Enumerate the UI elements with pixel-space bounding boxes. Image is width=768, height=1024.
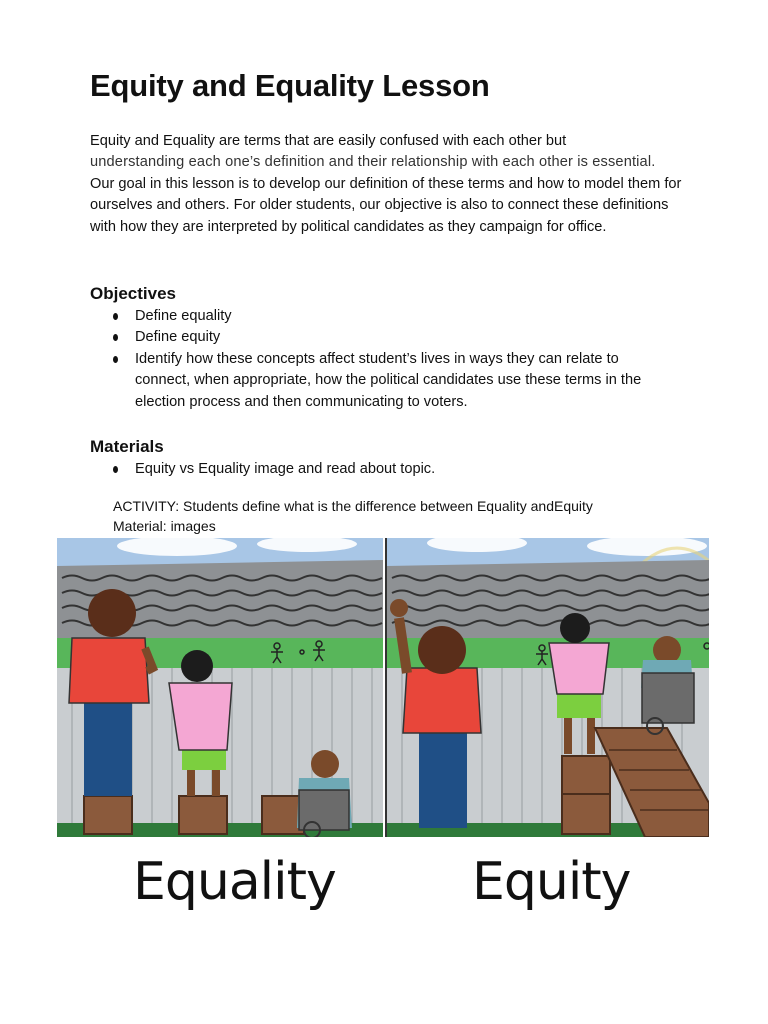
objectives-heading: Objectives: [90, 284, 176, 303]
intro-paragraph: [90, 131, 690, 238]
equality-equity-illustration: [57, 538, 709, 837]
intro-line-1: Equity and Equality are terms that are easily confused with each other but: [90, 133, 567, 149]
equity-panel: [387, 538, 709, 837]
intro-line-2: understanding each one’s definition and their relationship with each other is essential.: [90, 154, 656, 171]
materials-heading: Materials: [90, 437, 164, 456]
activity-line: ACTIVITY: Students define what is the difference between Equality andEquity: [113, 498, 593, 514]
list-item: Define equity: [112, 327, 672, 348]
page-title: Equity and Equality Lesson: [90, 68, 490, 103]
equality-panel: [57, 538, 383, 837]
equality-caption: Equality: [133, 852, 336, 912]
list-item: Equity vs Equality image and read about topic.: [112, 459, 672, 480]
equity-caption: Equity: [472, 852, 631, 912]
list-item: Identify how these concepts affect student’s lives in ways they can relate to connect, when appropriate, how the political candidates use these terms in the election process and then communicating to voters.: [112, 349, 672, 413]
list-item: Define equality: [112, 306, 672, 327]
objectives-list: [112, 306, 672, 413]
intro-rest: Our goal in this lesson is to develop our definition of these terms and how to model them for ourselves and others. For older students, our objective is also to connect these definitions with how they are interpreted by political candidates as they campaign for office.: [90, 175, 682, 235]
material-line: Material: images: [113, 518, 216, 534]
activity-block: [113, 496, 593, 536]
materials-list: [112, 459, 672, 480]
